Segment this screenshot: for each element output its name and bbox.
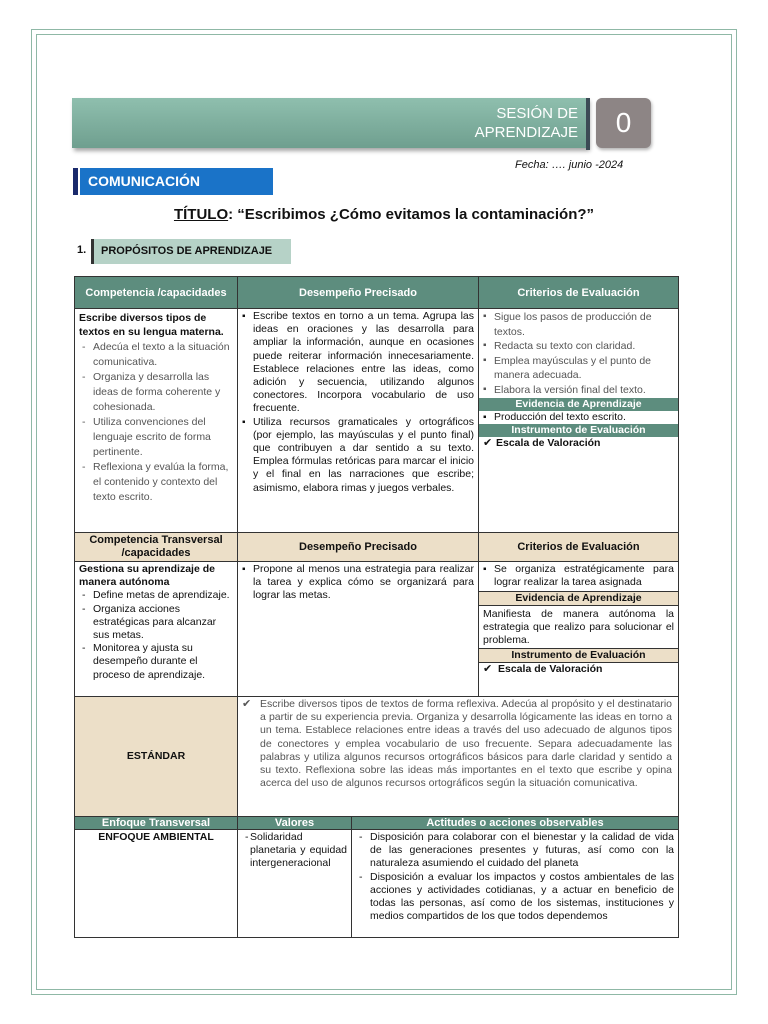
- title-text: : “Escribimos ¿Cómo evitamos la contaminación?”: [228, 206, 595, 223]
- action-item: - Disposición a evaluar los impactos y costos ambientales de las acciones y actividades cotidianas, y a actuar en beneficio de todas las personas, así como de los sistemas, instituciones y medios compartidos de los que todos dependemos: [356, 871, 674, 924]
- evidence-header: Evidencia de Aprendizaje: [479, 398, 678, 411]
- evidence-list: [483, 411, 674, 424]
- transversal-col-header: Competencia Transversal /capacidades: [75, 533, 238, 562]
- actions-cell: [352, 830, 679, 938]
- transversal-performance-cell: [238, 562, 479, 697]
- area-label: COMUNICACIÓN: [80, 168, 273, 195]
- instrument-header: Instrumento de Evaluación: [479, 424, 678, 437]
- performance-item: ▪ Utiliza recursos gramaticales y ortográficos (por ejemplo, las mayúsculas y el punto final) que contribuyen a dar sentido a su texto. Emplea fórmulas retóricas para marcar el inicio y el final en las narraciones que escribe; asimismo, elabora rimas y juegos verbales.: [242, 416, 474, 495]
- evidence-item: ▪ Producción del texto escrito.: [483, 411, 674, 424]
- transversal-evidence: Manifiesta de manera autónoma la estrategia que realizo para solucionar el problema.: [483, 608, 674, 646]
- transversal-criteria-cell: [479, 562, 679, 697]
- transversal-cell: [75, 562, 238, 697]
- capacity-item: - Reflexiona y evalúa la forma, el contenido y contexto del texto escrito.: [79, 460, 233, 505]
- session-banner-text: [475, 104, 578, 142]
- criteria-cell: [479, 309, 679, 533]
- date-line: Fecha: …. junio -2024: [515, 159, 624, 171]
- section-number: 1.: [77, 244, 87, 256]
- criteria-item: ▪ Se organiza estratégicamente para lograr realizar la tarea asignada: [483, 563, 674, 589]
- transversal-instrument-item: ✔ Escala de Valoración: [483, 663, 674, 676]
- standard-text: ✔ Escribe diversos tipos de textos de forma reflexiva. Adecúa al propósito y el destinatario a partir de su experiencia previa. Organiza y desarrolla lógicamente las ideas en torno a un tema. Establece relaciones entre ideas a través del uso adecuado de algunos tipos de conectores y emplea vocabulario de uso frecuente. Separa adecuadamente las palabras y utiliza algunos recursos ortográficos básicos para darle claridad y sentido a su texto. Reflexiona sobre las ideas más importantes en el texto que escribe y opina acerca del uso de algunos recursos ortográficos según la situación comunicativa.: [242, 698, 672, 790]
- transversal-instrument-header: Instrumento de Evaluación: [479, 648, 678, 663]
- criteria-item: ▪ Emplea mayúsculas y el punto de manera adecuada.: [483, 354, 674, 383]
- competency-col-header: Competencia /capacidades: [75, 277, 238, 309]
- action-item: - Disposición para colaborar con el bienestar y la calidad de vida de las generaciones presentes y futuras, así como con la naturaleza asumiendo el cuidado del planeta: [356, 831, 674, 871]
- transversal-capacities: [79, 589, 233, 681]
- criteria-item: ▪ Sigue los pasos de producción de textos.: [483, 310, 674, 339]
- competency-header-row: [75, 277, 679, 309]
- standard-row: [75, 697, 679, 817]
- capacity-item: - Organiza acciones estratégicas para alcanzar sus metas.: [79, 603, 233, 643]
- criteria-item: ▪ Redacta su texto con claridad.: [483, 339, 674, 354]
- transversal-title: Gestiona su aprendizaje de manera autónoma: [79, 563, 215, 589]
- competency-row: [75, 309, 679, 533]
- enfoque-name: ENFOQUE AMBIENTAL: [75, 830, 238, 938]
- transversal-evidence-header: Evidencia de Aprendizaje: [479, 591, 678, 606]
- transversal-row: [75, 562, 679, 697]
- value-item: - Solidaridad planetaria y equidad intergeneracional: [242, 831, 347, 871]
- competency-capacities: [79, 340, 233, 505]
- capacity-item: - Adecúa el texto a la situación comunicativa.: [79, 340, 233, 370]
- performance-col-header: Desempeño Precisado: [238, 277, 479, 309]
- capacity-item: - Define metas de aprendizaje.: [79, 589, 233, 602]
- standard-label: ESTÁNDAR: [75, 697, 238, 817]
- transversal-performance-list: [242, 563, 474, 603]
- session-line-1: SESIÓN DE: [496, 105, 578, 122]
- competency-title: Escribe diversos tipos de textos en su lengua materna.: [79, 312, 224, 338]
- performance-item: ▪ Propone al menos una estrategia para realizar la tarea y explica cómo se organizará para lograr las metas.: [242, 563, 474, 603]
- session-banner: [72, 98, 588, 148]
- enfoque-col-header: Enfoque Transversal: [75, 817, 238, 830]
- purposes-table: [74, 276, 679, 938]
- values-list: [242, 831, 347, 871]
- capacity-item: - Organiza y desarrolla las ideas de forma coherente y cohesionada.: [79, 370, 233, 415]
- transversal-header-row: [75, 533, 679, 562]
- instrument-item: ✔ Escala de Valoración: [483, 437, 674, 450]
- capacity-item: - Utiliza convenciones del lenguaje escrito de forma pertinente.: [79, 415, 233, 460]
- transversal-performance-header: Desempeño Precisado: [238, 533, 479, 562]
- banner-divider: [586, 98, 590, 150]
- performance-cell: [238, 309, 479, 533]
- values-cell: [238, 830, 352, 938]
- actions-list: [356, 831, 674, 923]
- session-line-2: APRENDIZAJE: [474, 124, 578, 141]
- title-label: TÍTULO: [173, 206, 229, 223]
- enfoque-header-row: [75, 817, 679, 830]
- criteria-col-header: Criterios de Evaluación: [479, 277, 679, 309]
- capacity-item: - Monitorea y ajusta su desempeño durante el proceso de aprendizaje.: [79, 642, 233, 682]
- standard-cell: [238, 697, 679, 817]
- area-accent-bar: [73, 168, 78, 195]
- values-col-header: Valores: [238, 817, 352, 830]
- criteria-list: [483, 310, 674, 397]
- session-title: [0, 206, 768, 223]
- transversal-criteria-list: [483, 563, 674, 589]
- performance-list: [242, 310, 474, 495]
- competency-cell: [75, 309, 238, 533]
- transversal-criteria-header: Criterios de Evaluación: [479, 533, 679, 562]
- criteria-item: ▪ Elabora la versión final del texto.: [483, 383, 674, 398]
- section-title: PROPÓSITOS DE APRENDIZAJE: [94, 239, 291, 264]
- enfoque-row: [75, 830, 679, 938]
- performance-item: ▪ Escribe textos en torno a un tema. Agrupa las ideas en oraciones y las desarrolla para ampliar la información, aunque en ocasiones puede reiterar información innecesariamente. Establece relaciones entre las ideas, como adición y secuencia, utilizando algunos conectores. Incorpora vocabulario de uso frecuente.: [242, 310, 474, 416]
- session-number-badge: 0: [596, 98, 651, 148]
- actions-col-header: Actitudes o acciones observables: [352, 817, 679, 830]
